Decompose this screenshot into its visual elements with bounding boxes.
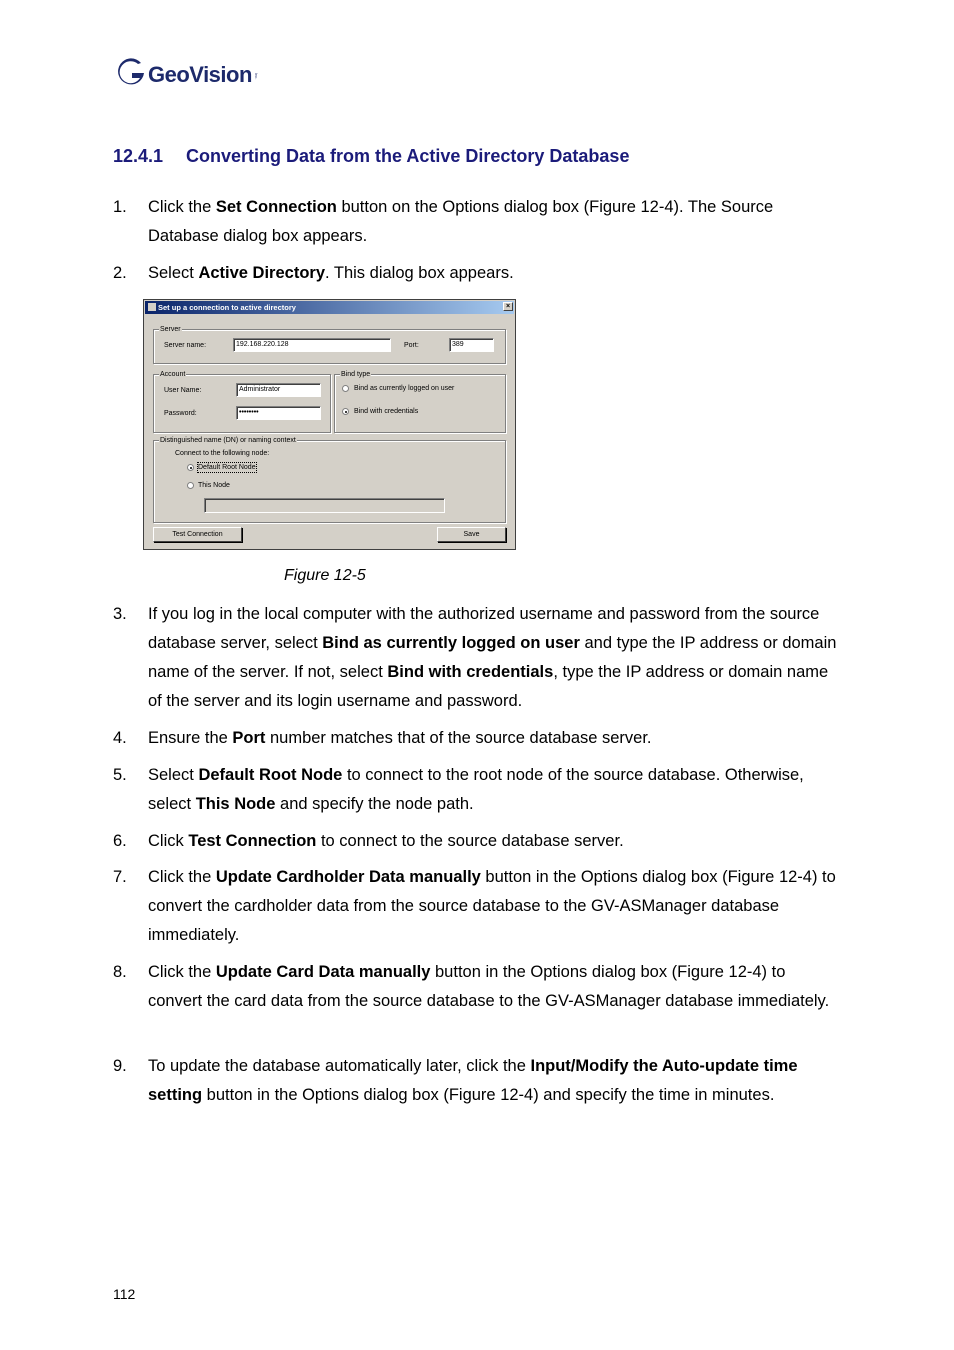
geovision-logo-icon [116,58,146,88]
logo-text: GeoVision [148,62,252,87]
account-group-label: Account [160,371,186,378]
active-directory-dialog [143,299,516,550]
step-text: If you log in the local computer with the authorized username and password from the source database server, select Bind as currently logged on user and type the IP address or domain name of the server. If not, select Bind with credentials, type the IP address or domain name of the server and its login username and password. [148,605,837,710]
dialog-titlebar [145,301,514,314]
step-text: Select Default Root Node to connect to the root node of the source database. Otherwise, select This Node and specify the node path. [148,766,804,813]
section-number: 12.4.1 [113,146,164,166]
this-node-radio[interactable] [187,482,194,489]
bind-credentials-radio[interactable] [342,408,349,415]
dialog-app-icon [148,303,156,311]
section-title: Converting Data from the Active Directory Database [186,146,630,166]
bind-current-radio[interactable] [342,385,349,392]
step-text: Click Test Connection to connect to the source database server. [148,832,624,850]
step-text: Click the Update Cardholder Data manually button in the Options dialog box (Figure 12-4) to convert the cardholder data from the source database to the GV-ASManager database immediately. [148,868,836,944]
user-name-field[interactable]: Administrator [236,383,321,397]
logo-subtext: Inc. [253,72,259,80]
dialog-title: Set up a connection to active directory [158,303,296,312]
server-name-label: Server name: [164,342,207,349]
section-heading [113,146,629,167]
step-text: Click the Update Card Data manually button in the Options dialog box (Figure 12-4) to convert the card data from the source database to the GV-ASManager database immediately. [148,963,830,1010]
step-number: 9. [113,1057,127,1075]
step-number: 8. [113,963,127,981]
password-field[interactable]: •••••••• [236,406,321,420]
bind-current-label: Bind as currently logged on user [354,385,455,392]
password-label: Password: [164,410,197,417]
bind-credentials-label: Bind with credentials [354,408,419,415]
step-number: 4. [113,729,127,747]
bind-type-group-label: Bind type [341,371,371,378]
port-label: Port: [404,342,419,349]
geovision-logo [116,56,259,90]
step-number: 1. [113,198,127,216]
server-group-label: Server [160,326,181,333]
step-number: 3. [113,605,127,623]
figure-caption: Figure 12-5 [284,567,366,584]
port-field[interactable]: 389 [449,338,494,352]
dn-group-label: Distinguished name (DN) or naming context [160,437,296,444]
step-text: Ensure the Port number matches that of the source database server. [148,729,652,747]
step-text: Select Active Directory. This dialog box appears. [148,264,514,282]
this-node-label: This Node [198,482,230,489]
save-button[interactable]: Save [437,527,506,542]
step-number: 7. [113,868,127,886]
bind-type-group [334,371,506,433]
step-number: 6. [113,832,127,850]
test-connection-button[interactable]: Test Connection [153,527,242,542]
node-path-field[interactable] [204,498,445,513]
step-text: To update the database automatically later, click the Input/Modify the Auto-update time setting button in the Options dialog box (Figure 12-4) and specify the time in minutes. [148,1057,798,1104]
default-root-node-radio[interactable] [187,464,194,471]
default-root-node-label: Default Root Node [198,464,256,471]
user-name-label: User Name: [164,387,202,394]
step-text: Click the Set Connection button on the Options dialog box (Figure 12-4). The Source Database dialog box appears. [148,198,774,245]
step-number: 5. [113,766,127,784]
page-number: 112 [113,1286,136,1302]
connect-label: Connect to the following node: [175,450,270,457]
server-name-field[interactable]: 192.168.220.128 [233,338,391,352]
close-button[interactable]: × [503,302,513,311]
step-number: 2. [113,264,127,282]
